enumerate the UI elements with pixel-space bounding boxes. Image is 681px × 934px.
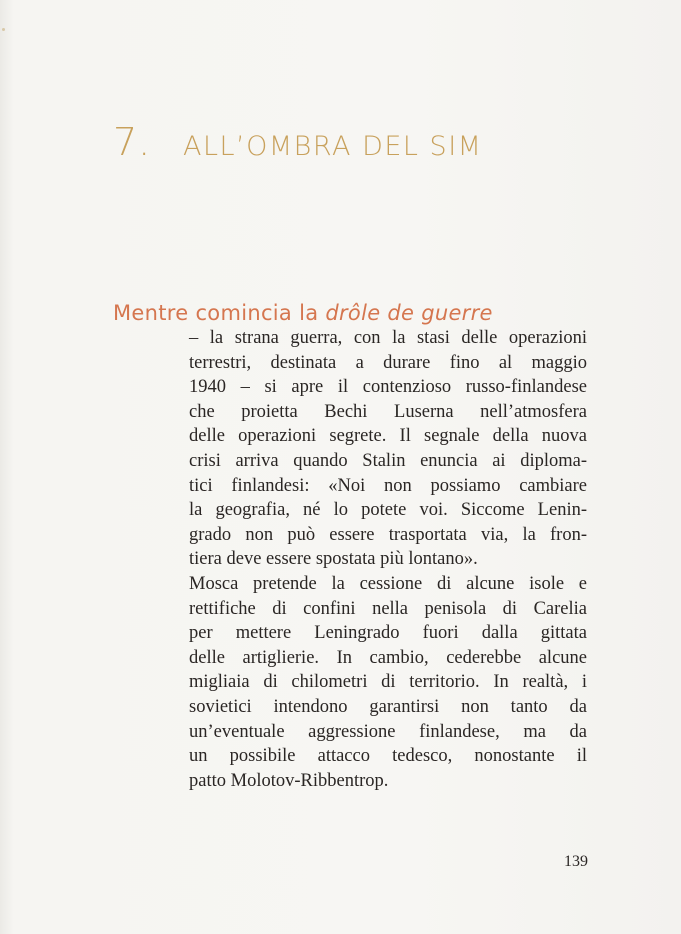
text-line: Mosca pretende la cessione di alcune isole e [189, 573, 587, 594]
text-line: delle artiglierie. In cambio, cederebbe alcune [189, 647, 587, 668]
text-line: sovietici intendono garantirsi non tanto da [189, 696, 587, 717]
text-line: patto Molotov-Ribbentrop. [189, 770, 389, 791]
text-line: che proietta Bechi Luserna nell’atmosfera [189, 401, 587, 422]
text-line: – la strana guerra, con la stasi delle operazioni [189, 328, 587, 348]
text-line: grado non può essere trasportata via, la fron- [189, 524, 587, 545]
text-line: crisi arriva quando Stalin enuncia ai diploma- [189, 450, 587, 471]
page-number: 139 [564, 853, 588, 870]
text-line: rettifiche di confini nella penisola di Carelia [189, 598, 587, 619]
paper-speck [2, 28, 5, 31]
text-line: tiera deve essere spostata più lontano». [189, 549, 478, 570]
body-paragraph [189, 326, 587, 793]
chapter-number: 7. [113, 120, 152, 164]
text-line: tici finlandesi: «Noi non possiamo cambiare [189, 475, 587, 496]
text-line: 1940 – si apre il contenzioso russo-finlandese [189, 377, 587, 398]
lead-in-phrase [113, 301, 493, 325]
chapter-heading [113, 120, 482, 164]
text-line: un possibile attacco tedesco, nonostante il [189, 746, 587, 767]
chapter-title: ALL’OMBRA DEL SIM [183, 131, 483, 162]
text-line: delle operazioni segrete. Il segnale della nuova [189, 426, 587, 447]
text-line: terrestri, destinata a durare fino al maggio [189, 352, 587, 373]
text-line: un’eventuale aggressione finlandese, ma da [189, 721, 587, 742]
text-line: migliaia di chilometri di territorio. In realtà, i [189, 672, 587, 693]
lead-in-text: Mentre comincia la [113, 301, 326, 325]
lead-in-italic: drôle de guerre [325, 301, 493, 325]
text-line: la geografia, né lo potete voi. Siccome Lenin- [189, 500, 587, 521]
text-line: per mettere Leningrado fuori dalla gittata [189, 623, 587, 644]
